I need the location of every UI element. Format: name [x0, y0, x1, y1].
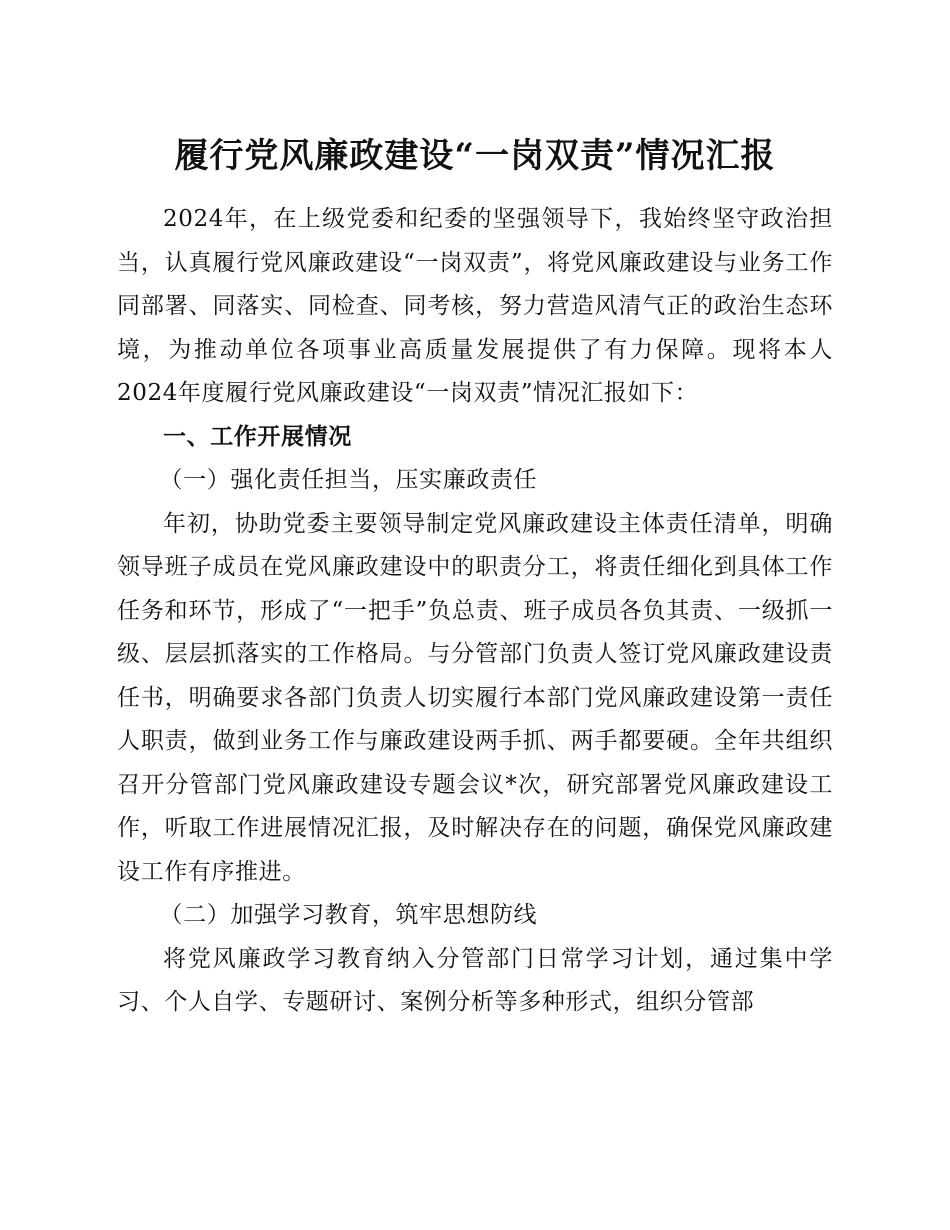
subsection-1-paragraph: 年初，协助党委主要领导制定党风廉政建设主体责任清单，明确领导班子成员在党风廉政建设中的职责分工，将责任细化到具体工作任务和环节，形成了“一把手”负总责、班子成员各负其责、一级抓一级、层层抓落实的工作格局。与分管部门负责人签订党风廉政建设责任书，明确要求各部门负责人切实履行本部门党风廉政建设第一责任人职责，做到业务工作与廉政建设两手抓、两手都要硬。全年共组织召开分管部门党风廉政建设专题会议*次，研究部署党风廉政建设工作，听取工作进展情况汇报，及时解决存在的问题，确保党风廉政建设工作有序推进。 [117, 510, 833, 885]
intro-paragraph: 2024年，在上级党委和纪委的坚强领导下，我始终坚守政治担当，认真履行党风廉政建设“一岗双责”，将党风廉政建设与业务工作同部署、同落实、同检查、同考核，努力营造风清气正的政治生态环境，为推动单位各项事业高质量发展提供了有力保障。现将本人2024年度履行党风廉政建设“一岗双责”情况汇报如下： [117, 206, 833, 406]
document-title: 履行党风廉政建设“一岗双责”情况汇报 [174, 136, 776, 176]
section-heading-work-progress: 一、工作开展情况 [163, 423, 352, 450]
subsection-heading-2: （二）加强学习教育，筑牢思想防线 [159, 902, 538, 928]
document-body [117, 198, 833, 1025]
subsection-heading-1: （一）强化责任担当，压实廉政责任 [159, 467, 538, 493]
subsection-2-paragraph: 将党风廉政学习教育纳入分管部门日常学习计划，通过集中学习、个人自学、专题研讨、案例分析等多种形式，组织分管部 [117, 945, 833, 1015]
